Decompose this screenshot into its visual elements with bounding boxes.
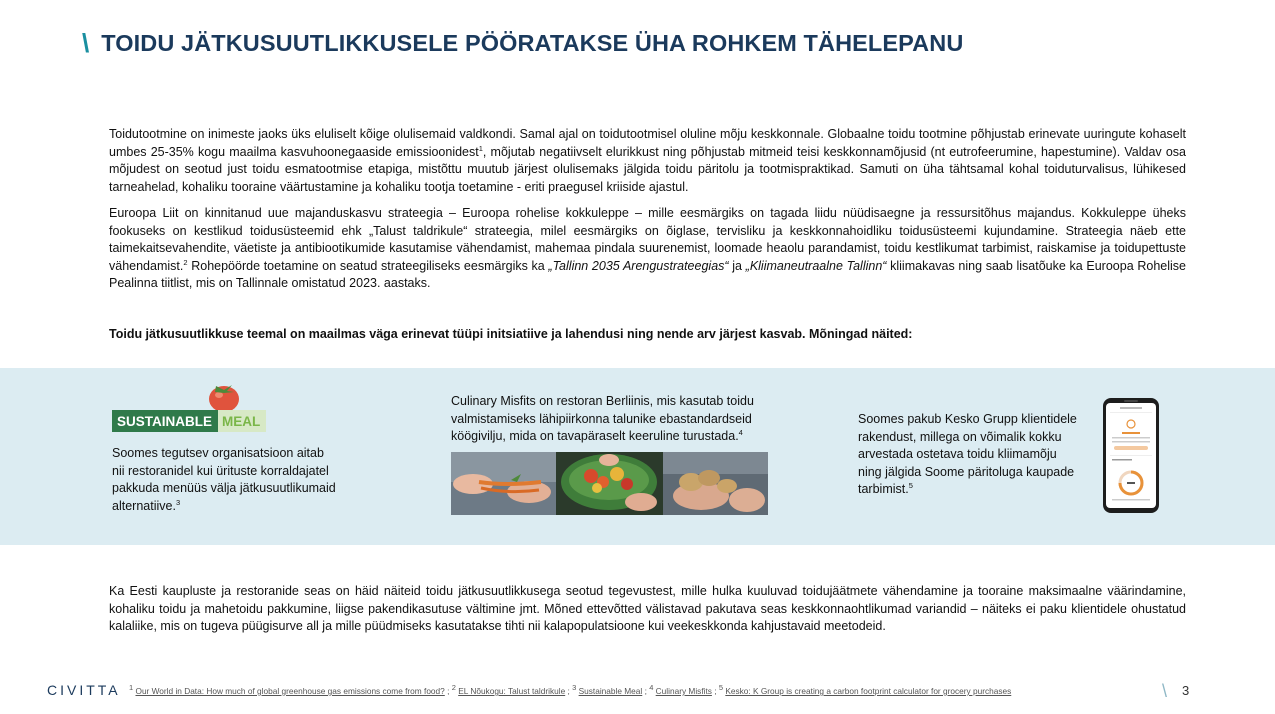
footnote-ref-2: 2	[183, 257, 188, 267]
logo-word-meal: MEAL	[222, 414, 261, 429]
examples-intro: Toidu jätkusuutlikkuse teemal on maailmas väga erinevat tüüpi initsiatiive ja lahendusi ning nende arv järjest kasvab. Mõningad näited:	[109, 327, 913, 341]
footnote-sources: $^1$ Our World in Data: How much of global greenhouse gas emissions come from food? ; $^2$ EL Nõukogu: Talust taldrikule ; $^3$ Sustainable Meal ; $^4$ Culinary Misfits ; $^5$ Kesko: K Group is creating a carbon footprint calculator for grocery purchases	[129, 683, 1012, 696]
paragraph-eu-strategy: Euroopa Liit on kinnitanud uue majanduskasvu strateegia – Euroopa rohelise kokkuleppe – mille eesmärgiks on tagada liidu nüüdisaegne ja ressursitõhus majandus. Kokkuleppe üheks fookuseks on kestlikud toidusüsteemid ehk „Talust taldrikule“ strateegia, milel eesmärgiks on õiglase, tervisliku ja keskkonnahoidliku toidusüsteemi kujundamine. Strateegia näeb ette taimekaitsevahendite, väetiste ja antibiootikumide kasutamise vähendamist, mahemaa pindala suurenemist, loomade heaolu parandamist, toidu kestlikumat tarbimist, raiskamise ja toidupettuste vähendamist.$^2$ Rohepöörde toetamine on seatud strateegiliseks eesmärgiks ka „Tallinn 2035 Arengustrateegias“ ja „Kliimaneutraalne Tallinn“ kliimakavas ning saab lisatõuke ka Euroopa Rohelise Pealinna tiitlist, mis on Tallinnale omistatud 2023. aastaks.	[109, 206, 1186, 290]
title-slash-mark: \	[82, 28, 90, 58]
footnote-ref-4: 4	[738, 427, 743, 437]
paragraph-estonia-examples: Ka Eesti kaupluste ja restoranide seas on häid näiteid toidu jätkusuutlikkusega seotud tegevustest, mille hulka kuuluvad toidujäätmete vähendamine ja tooraine maksimaalne väärindamine, kohaliku toidu ja mahetoidu pakkumine, liigse pakendikasutuse vältimine jmt. Mõned ettevõtted välistavad pakutava seas keskkonnaohtlikumad variandid – näiteks ei paku klientidele ohustatud kalaliike, mis on tugeva püügisurve all ja mille püüdmiseks kasutatakse tihti nii kalapopulatsioone kui veekeskkonda kahjustavaid meetodeid.	[109, 584, 1186, 633]
photo-tomato-bowl	[556, 452, 663, 515]
paragraph-food-production: Toidutootmine on inimeste jaoks üks eluliselt kõige olulisemaid valdkondi. Samal ajal on toidutootmisel oluline mõju keskkonnale. Globaalne toidu tootmine põhjustab erinevate uuringute kohaselt umbes 25-35% kogu maailma kasvuhoonegaaside emissioonidest$^1$, mõjutab negatiivselt elurikkust ning põhjustab mitmeid teisi keskkonnamõjusid (nt eutrofeerumine, hapestumine). Valdav osa mõjudest on seotud just toidu esmatootmise etapiga, mistõttu muutub järjest olulisemaks jälgida toidu päritolu ja tootmispraktikad. Samuti on üha tähtsamal kohal toiduturvalisus, lühikesed tarneahelad, kohaliku tooraine väärtustamine ja kohaliku tootja toetamine - eriti praegusel kriiside ajastul.	[109, 127, 1186, 194]
photo-hands-carrots	[451, 452, 556, 515]
sustainable-meal-logo	[112, 377, 272, 435]
source-link-4[interactable]: Culinary Misfits	[655, 686, 712, 696]
photo-hands-potatoes	[663, 452, 768, 515]
footnote-ref-1: 1	[478, 143, 483, 153]
logo-word-sustainable: SUSTAINABLE	[117, 414, 213, 429]
kesko-app-phone-image	[1102, 397, 1160, 514]
civitta-logo: CIVITTA	[47, 682, 121, 698]
source-link-2[interactable]: EL Nõukogu: Talust taldrikule	[458, 686, 566, 696]
page-title: TOIDU JÄTKUSUUTLIKKUSELE PÖÖRATAKSE ÜHA ROHKEM TÄHELEPANU	[101, 30, 964, 56]
culinary-misfits-photos	[451, 452, 768, 515]
source-link-3[interactable]: Sustainable Meal	[578, 686, 643, 696]
sustainable-meal-description: Soomes tegutsev organisatsioon aitab nii restoranidel kui ürituste korraldajatel pakkuda menüüs välja jätkusuutlikumaid alternatiive.$^3$	[112, 446, 336, 513]
footer-slash-mark: \	[1162, 681, 1168, 701]
footnote-ref-3: 3	[175, 497, 181, 507]
page-number: 3	[1182, 683, 1190, 698]
source-link-1[interactable]: Our World in Data: How much of global greenhouse gas emissions come from food?	[135, 686, 445, 696]
page-footer	[0, 682, 1275, 702]
footnote-ref-5: 5	[908, 480, 913, 490]
culinary-misfits-description: Culinary Misfits on restoran Berliinis, mis kasutab toidu valmistamiseks lähipiirkonna talunike ebastandardseid köögivilju, mida on tavapäraselt keeruline turustada.$^4$	[451, 394, 754, 443]
kesko-description: Soomes pakub Kesko Grupp klientidele rakendust, millega on võimalik kokku arvestada ostetava toidu kliimamõju ning jälgida Soome päritoluga kaupade tarbimist.$^5$	[858, 412, 1077, 496]
source-link-5[interactable]: Kesko: K Group is creating a carbon footprint calculator for grocery purchases	[725, 686, 1012, 696]
page-header	[82, 28, 963, 59]
